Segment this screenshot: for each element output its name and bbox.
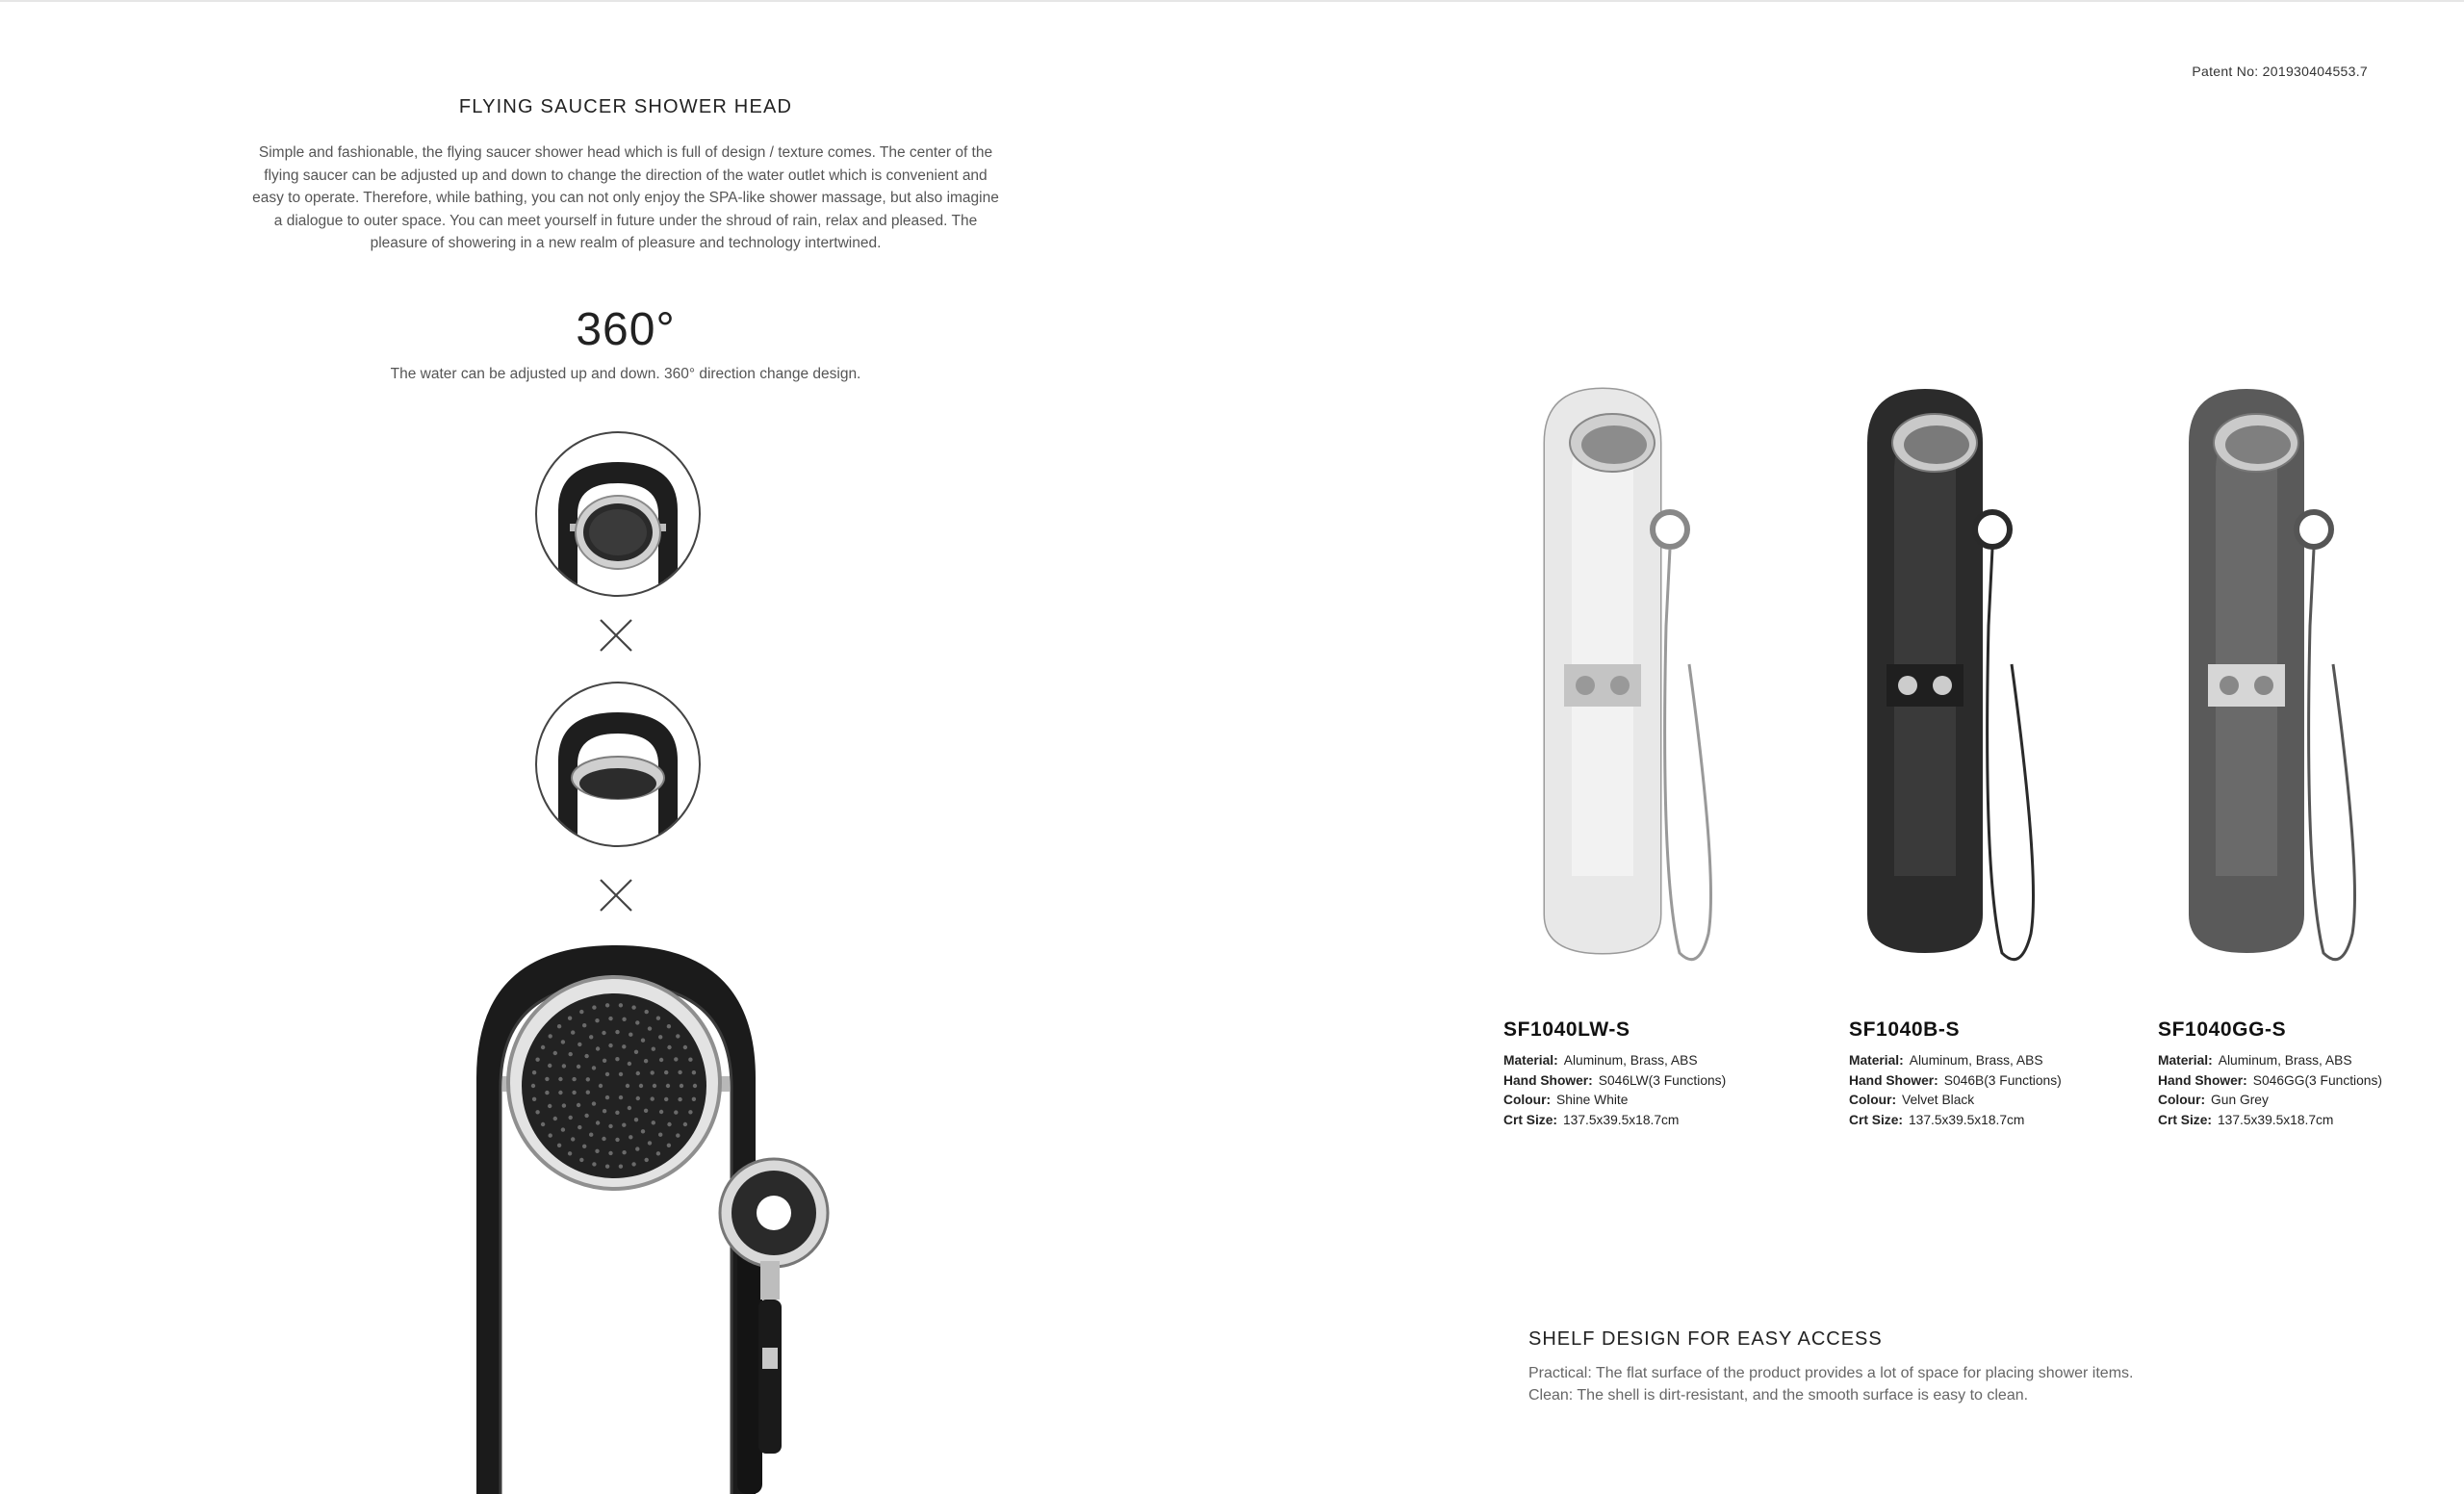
nozzle-dot (678, 1097, 681, 1101)
nozzle-dot (615, 1111, 619, 1115)
spec-size: Crt Size: 137.5x39.5x18.7cm (2158, 1112, 2334, 1127)
nozzle-dot (659, 1058, 663, 1062)
flying-saucer-section (212, 96, 1040, 383)
nozzle-dot (615, 1138, 619, 1142)
nozzle-dot (578, 1043, 581, 1046)
nozzle-dot (578, 1125, 581, 1129)
product-spec-sf1040gg (2158, 1018, 2447, 1130)
spec-hand-shower: Hand Shower: S046LW(3 Functions) (1503, 1072, 1727, 1088)
detail-circle-tilt-forward (535, 431, 701, 597)
nozzle-dot (634, 1050, 638, 1054)
spec-hand-shower: Hand Shower: S046GG(3 Functions) (2158, 1072, 2382, 1088)
nozzle-dot (605, 1072, 609, 1076)
product-code: SF1040LW-S (1503, 1018, 1630, 1041)
spec-hand-shower: Hand Shower: S046B(3 Functions) (1849, 1072, 2062, 1088)
nozzle-dot (676, 1034, 680, 1038)
nozzle-dot (619, 1165, 623, 1169)
product-image-sf1040gg (2169, 375, 2400, 972)
nozzle-dot (532, 1097, 536, 1101)
spec-size: Crt Size: 137.5x39.5x18.7cm (1503, 1112, 1680, 1127)
nozzle-dot (532, 1070, 536, 1074)
description-line: Simple and fashionable, the flying saucer shower head which is full of design / texture comes. The center of the (258, 144, 993, 161)
nozzle-dot (595, 1018, 599, 1022)
spec-material: Material: Aluminum, Brass, ABS (1503, 1053, 1698, 1068)
nozzle-dot (629, 1135, 632, 1139)
nozzle-dot (572, 1077, 576, 1081)
shower-head-detail-image (537, 683, 699, 845)
nozzle-dot (589, 1035, 593, 1039)
nozzle-dot (577, 1103, 580, 1107)
product-code: SF1040B-S (1849, 1018, 1961, 1041)
nozzle-dot (644, 1109, 648, 1113)
nozzle-dot (558, 1091, 562, 1095)
nozzle-dot (667, 1045, 671, 1049)
nozzle-dot (651, 1096, 654, 1100)
nozzle-dot (615, 1057, 619, 1061)
degree-caption: The water can be adjusted up and down. 360° direction change design. (390, 365, 861, 382)
nozzle-dot (605, 1165, 609, 1169)
nozzle-dot (582, 1023, 586, 1027)
nozzle-dot (631, 1005, 635, 1009)
nozzle-dot (602, 1031, 605, 1035)
nozzle-dot (692, 1097, 696, 1101)
nozzle-dot (645, 1158, 649, 1162)
nozzle-dot (586, 1091, 590, 1095)
detail-circle-tilt-down (535, 682, 701, 847)
nozzle-dot (561, 1127, 565, 1131)
section-title: FLYING SAUCER SHOWER HEAD (458, 96, 793, 117)
page-top-edge (0, 0, 2464, 2)
nozzle-dot (571, 1030, 575, 1034)
nozzle-dot (603, 1059, 606, 1063)
nozzle-dot (634, 1118, 638, 1121)
nozzle-dot (692, 1070, 696, 1074)
nozzle-dot (636, 1071, 640, 1075)
nozzle-dot (645, 1010, 649, 1014)
nozzle-dot (648, 1026, 652, 1030)
nozzle-dot (608, 1043, 612, 1047)
nozzle-dot (652, 1047, 655, 1051)
description-line: a dialogue to outer space. You can meet yourself in future under the shroud of rain, relax and pleased. The (273, 212, 978, 229)
nozzle-dot (635, 1146, 639, 1150)
nozzle-dot (569, 1116, 573, 1120)
nozzle-dot (599, 1084, 603, 1088)
shelf-clean-line: Clean: The shell is dirt-resistant, and the smooth surface is easy to clean. (1528, 1387, 2029, 1404)
nozzle-dot (545, 1091, 549, 1095)
shelf-design-section (1528, 1328, 2260, 1406)
nozzle-dot (674, 1110, 678, 1114)
nozzle-dot (666, 1084, 670, 1088)
spec-material: Material: Aluminum, Brass, ABS (1849, 1053, 2043, 1068)
shower-panel-closeup-image (452, 924, 857, 1494)
nozzle-dot (584, 1054, 588, 1058)
description-line: flying saucer can be adjusted up and down to change the direction of the water outlet which is convenient and (264, 167, 988, 184)
nozzle-dot (553, 1051, 557, 1055)
nozzle-dot (541, 1045, 545, 1049)
spec-colour: Colour: Shine White (1503, 1093, 1629, 1107)
spec-material: Material: Aluminum, Brass, ABS (2158, 1053, 2352, 1068)
nozzle-dot (619, 1095, 623, 1099)
nozzle-dot (656, 1151, 660, 1155)
nozzle-dot (680, 1084, 683, 1088)
nozzle-dot (631, 1162, 635, 1166)
nozzle-dot (592, 1066, 596, 1069)
nozzle-dot (577, 1065, 580, 1069)
nozzle-dot (667, 1122, 671, 1126)
nozzle-dot (656, 1017, 660, 1020)
nozzle-dot (688, 1110, 692, 1114)
description-line: pleasure of showering in a new realm of pleasure and technology intertwined. (370, 235, 882, 251)
nozzle-dot (535, 1058, 539, 1062)
nozzle-dot (622, 1017, 626, 1021)
nozzle-dot (558, 1077, 562, 1081)
nozzle-dot (651, 1070, 654, 1074)
nozzle-dot (596, 1120, 600, 1124)
nozzle-dot (641, 1039, 645, 1043)
nozzle-dot (626, 1084, 629, 1088)
nozzle-dot (628, 1062, 631, 1066)
nozzle-dot (586, 1077, 590, 1081)
nozzle-dot (595, 1149, 599, 1153)
nozzle-dot (683, 1045, 687, 1049)
nozzle-dot (548, 1064, 552, 1068)
degree-heading: 360° (576, 303, 676, 355)
nozzle-dot (549, 1034, 552, 1038)
nozzle-dot (562, 1103, 566, 1107)
nozzle-dot (596, 1046, 600, 1050)
product-spec-sf1040b (1849, 1018, 2138, 1130)
nozzle-dot (592, 1162, 596, 1166)
nozzle-dot (664, 1097, 668, 1101)
nozzle-dot (622, 1150, 626, 1154)
nozzle-dot (561, 1040, 565, 1043)
nozzle-dot (635, 1020, 639, 1024)
nozzle-dot (674, 1057, 678, 1061)
nozzle-dot (676, 1133, 680, 1137)
cross-icon (597, 616, 635, 655)
product-image-sf1040lw (1526, 375, 1757, 972)
nozzle-dot (571, 1137, 575, 1141)
nozzle-dot (605, 1003, 609, 1007)
nozzle-dot (636, 1096, 640, 1100)
nozzle-dot (569, 1052, 573, 1056)
nozzle-dot (545, 1077, 549, 1081)
cross-icon (597, 876, 635, 914)
nozzle-dot (553, 1117, 557, 1120)
nozzle-dot (608, 1017, 612, 1020)
nozzle-dot (579, 1158, 583, 1162)
nozzle-dot (619, 1072, 623, 1076)
nozzle-dot (648, 1141, 652, 1145)
section-description (212, 142, 1040, 255)
nozzle-dot (615, 1030, 619, 1034)
nozzle-dot (628, 1106, 631, 1110)
nozzle-dot (667, 1024, 671, 1028)
nozzle-dot (608, 1151, 612, 1155)
nozzle-dot (572, 1091, 576, 1095)
nozzle-dot (644, 1059, 648, 1063)
nozzle-dot (603, 1109, 606, 1113)
nozzle-dot (619, 1003, 623, 1007)
nozzle-dot (548, 1104, 552, 1108)
spec-colour: Colour: Velvet Black (1849, 1093, 1975, 1107)
nozzle-dot (658, 1133, 662, 1137)
shelf-title: SHELF DESIGN FOR EASY ACCESS (1528, 1328, 1883, 1350)
nozzle-dot (592, 1005, 596, 1009)
nozzle-dot (653, 1084, 656, 1088)
nozzle-dot (641, 1129, 645, 1133)
nozzle-dot (658, 1035, 662, 1039)
nozzle-dot (562, 1064, 566, 1068)
nozzle-dot (629, 1033, 632, 1037)
nozzle-dot (584, 1114, 588, 1118)
nozzle-dot (568, 1017, 572, 1020)
nozzle-dot (592, 1101, 596, 1105)
nozzle-dot (608, 1124, 612, 1128)
nozzle-dot (664, 1070, 668, 1074)
nozzle-dot (531, 1084, 535, 1088)
nozzle-dot (541, 1122, 545, 1126)
nozzle-dot (602, 1137, 605, 1141)
nozzle-dot (693, 1084, 697, 1088)
nozzle-dot (639, 1084, 643, 1088)
nozzle-dot (568, 1151, 572, 1155)
nozzle-dot (557, 1024, 561, 1028)
spec-size: Crt Size: 137.5x39.5x18.7cm (1849, 1112, 2025, 1127)
product-code: SF1040GG-S (2158, 1018, 2287, 1041)
shelf-practical-line: Practical: The flat surface of the product provides a lot of space for placing shower items. (1528, 1365, 2134, 1381)
nozzle-dot (652, 1120, 655, 1124)
nozzle-dot (688, 1058, 692, 1062)
nozzle-dot (659, 1110, 663, 1114)
nozzle-dot (667, 1144, 671, 1147)
shower-head-detail-image (537, 433, 699, 595)
nozzle-dot (678, 1070, 681, 1074)
nozzle-dot (683, 1122, 687, 1126)
description-line: easy to operate. Therefore, while bathing, you can not only enjoy the SPA-like shower massage, but also imagine (252, 190, 999, 206)
product-image-sf1040b (1848, 375, 2079, 972)
nozzle-dot (557, 1144, 561, 1147)
nozzle-dot (589, 1133, 593, 1137)
nozzle-dot (579, 1010, 583, 1014)
patent-number: Patent No: 201930404553.7 (2192, 64, 2368, 79)
nozzle-dot (622, 1123, 626, 1127)
nozzle-dot (582, 1145, 586, 1148)
spec-colour: Colour: Gun Grey (2158, 1093, 2269, 1107)
nozzle-dot (549, 1133, 552, 1137)
nozzle-dot (605, 1095, 609, 1099)
product-spec-sf1040lw (1503, 1018, 1792, 1130)
nozzle-dot (622, 1044, 626, 1048)
nozzle-dot (535, 1110, 539, 1114)
